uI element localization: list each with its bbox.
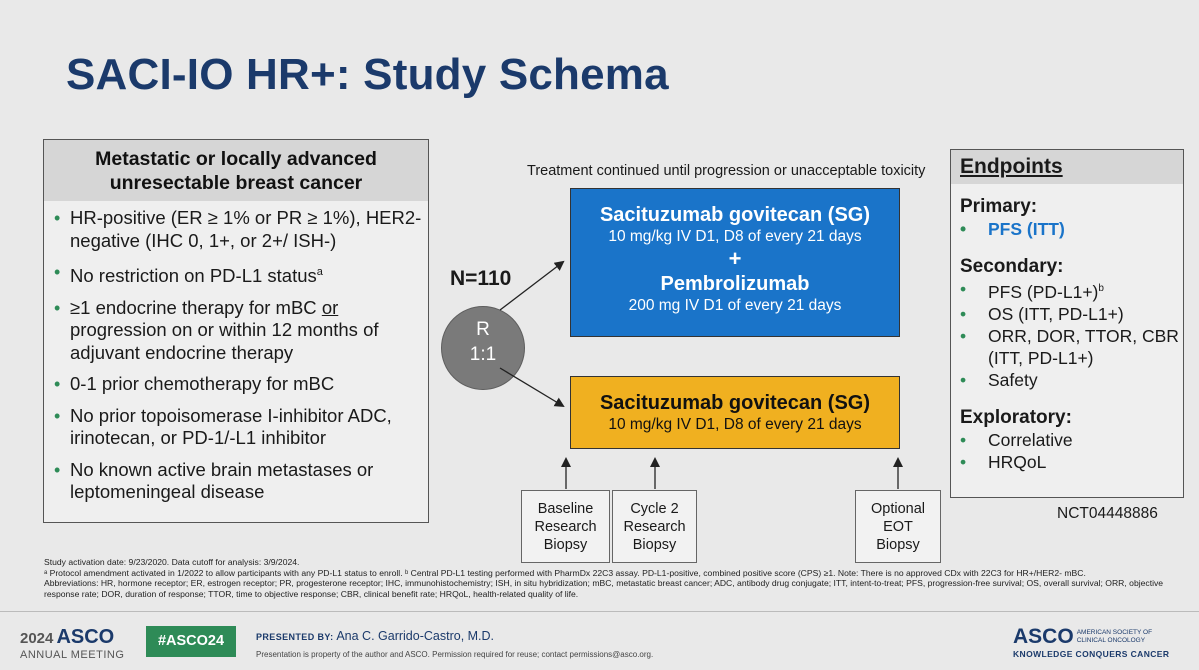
combination-arm	[570, 188, 900, 337]
baseline-biopsy-box: Baseline Research Biopsy	[521, 490, 610, 563]
sg-arm	[570, 376, 900, 449]
arm1-plus: +	[728, 246, 742, 271]
eligibility-item: • No restriction on PD-L1 status$^a$	[54, 262, 323, 287]
bullet-icon: •	[960, 219, 967, 239]
eligibility-item: • No known active brain metastases or leptomeningeal disease	[54, 458, 374, 503]
arm1-drug1: Sacituzumab govitecan (SG)	[599, 204, 871, 226]
secondary-endpoint: • ORR, DOR, TTOR, CBR (ITT, PD-L1+)	[960, 325, 1179, 368]
secondary-endpoint: • PFS $(PD-L1+)^b$	[960, 279, 1104, 302]
secondary-endpoint: • Safety	[960, 369, 1038, 390]
exploratory-endpoint: • HRQoL	[960, 451, 1047, 472]
arrow-to-sg-arm	[500, 368, 563, 406]
eligibility-heading: Metastatic or locally advanced unresectable breast cancer	[44, 140, 428, 201]
primary-title: Primary:	[960, 196, 1038, 217]
eligibility-item: • ≥1 endocrine therapy for mBC or progression on or within 12 months of adjuvant endocrine therapy	[54, 296, 379, 363]
footer-divider	[0, 611, 1199, 612]
bullet-icon: •	[54, 208, 61, 228]
treatment-note: Treatment continued until progression or unacceptable toxicity	[527, 163, 926, 179]
presented-by-label: PRESENTED BY:	[256, 632, 334, 642]
rights-notice: Presentation is property of the author and ASCO. Permission required for reuse; contact permissions@asco.org.	[256, 650, 654, 659]
slide-title: SACI-IO HR+: Study Schema	[66, 50, 669, 99]
bullet-icon: •	[960, 303, 967, 324]
sample-size: N=110	[450, 267, 512, 290]
bullet-icon: •	[54, 374, 61, 395]
bullet-icon: •	[54, 297, 61, 318]
footnote-marker: a	[316, 266, 323, 278]
bullet-icon: •	[960, 451, 967, 472]
footnotes	[44, 557, 1164, 599]
randomization-label: R	[476, 319, 490, 340]
bullet-icon: •	[54, 405, 61, 426]
endpoints-box	[950, 149, 1184, 498]
footnote-line: Abbreviations: HR, hormone receptor; ER, estrogen receptor; PR, progesterone receptor; IHC, immunohistochemistry; ISH, in situ hybridization; mBC, metastatic breast cancer; ADC, antibody drug conjugate; ITT, intent-to-treat; PFS, progression-free survival; OS, overall survival; ORR, objective response rate; DOR, duration of response; TTOR, time to objective response; CBR, clinical benefit rate; HRQoL, health-related quality of life.	[44, 578, 1164, 599]
footnote-marker: b	[1098, 283, 1104, 294]
arm2-dose: 10 mg/kg IV D1, D8 of every 21 days	[608, 416, 862, 433]
eligibility-item: • 0-1 prior chemotherapy for mBC	[54, 373, 335, 395]
exploratory-title: Exploratory:	[960, 406, 1072, 428]
bullet-icon: •	[54, 459, 61, 480]
hashtag-badge: #ASCO24	[146, 626, 236, 657]
presenter-name: Ana C. Garrido-Castro, M.D.	[336, 629, 495, 643]
bullet-icon: •	[960, 429, 967, 450]
arm2-drug: Sacituzumab govitecan (SG)	[599, 392, 871, 414]
endpoints-heading: Endpoints	[951, 150, 1183, 184]
secondary-title: Secondary:	[960, 256, 1064, 277]
secondary-endpoint: • OS (ITT, PD-L1+)	[960, 303, 1124, 324]
footnote-line: ᵃ Protocol amendment activated in 1/2022 to allow participants with any PD-L1 status to enroll. ᵇ Central PD-L1 testing performed with PharmDx 22C3 assay. PD-L1-positive, combined positive score (CPS) ≥1. Note: There is no approved CDx with 22C3 for HR+/HER2- mBC.	[44, 567, 1086, 578]
footnote-line: Study activation date: 9/23/2020. Data cutoff for analysis: 3/9/2024.	[44, 557, 300, 567]
asco-logo: ASCO AMERICAN SOCIETY OF CLINICAL ONCOLOGY KNOWLEDGE CONQUERS CANCER	[1013, 625, 1170, 659]
eot-biopsy-box: Optional EOT Biopsy	[855, 490, 941, 563]
eligibility-item: • No prior topoisomerase I-inhibitor ADC, irinotecan, or PD-1/-L1 inhibitor	[54, 404, 392, 449]
presenter-line	[256, 629, 494, 643]
arm1-drug2: Pembrolizumab	[660, 273, 810, 295]
arm1-dose1: 10 mg/kg IV D1, D8 of every 21 days	[608, 228, 862, 245]
randomization-ratio: 1:1	[469, 344, 497, 365]
trial-id: NCT04448886	[1057, 505, 1158, 522]
bullet-icon: •	[960, 369, 967, 390]
asco-annual-meeting-logo: 2024 ASCO ANNUAL MEETING	[20, 626, 125, 661]
exploratory-endpoint: • Correlative	[960, 429, 1073, 450]
eligibility-item: • HR-positive (ER ≥ 1% or PR ≥ 1%), HER2-negative (IHC 0, 1+, or 2+/ ISH-)	[54, 207, 422, 251]
arrow-to-combination-arm	[500, 262, 563, 310]
bullet-icon: •	[960, 279, 967, 299]
primary-endpoint: • PFS (ITT)	[960, 219, 1065, 239]
bullet-icon: •	[960, 325, 967, 346]
cycle2-biopsy-box: Cycle 2 Research Biopsy	[612, 490, 697, 563]
bullet-icon: •	[54, 262, 61, 282]
arm1-dose2: 200 mg IV D1 of every 21 days	[628, 297, 842, 314]
